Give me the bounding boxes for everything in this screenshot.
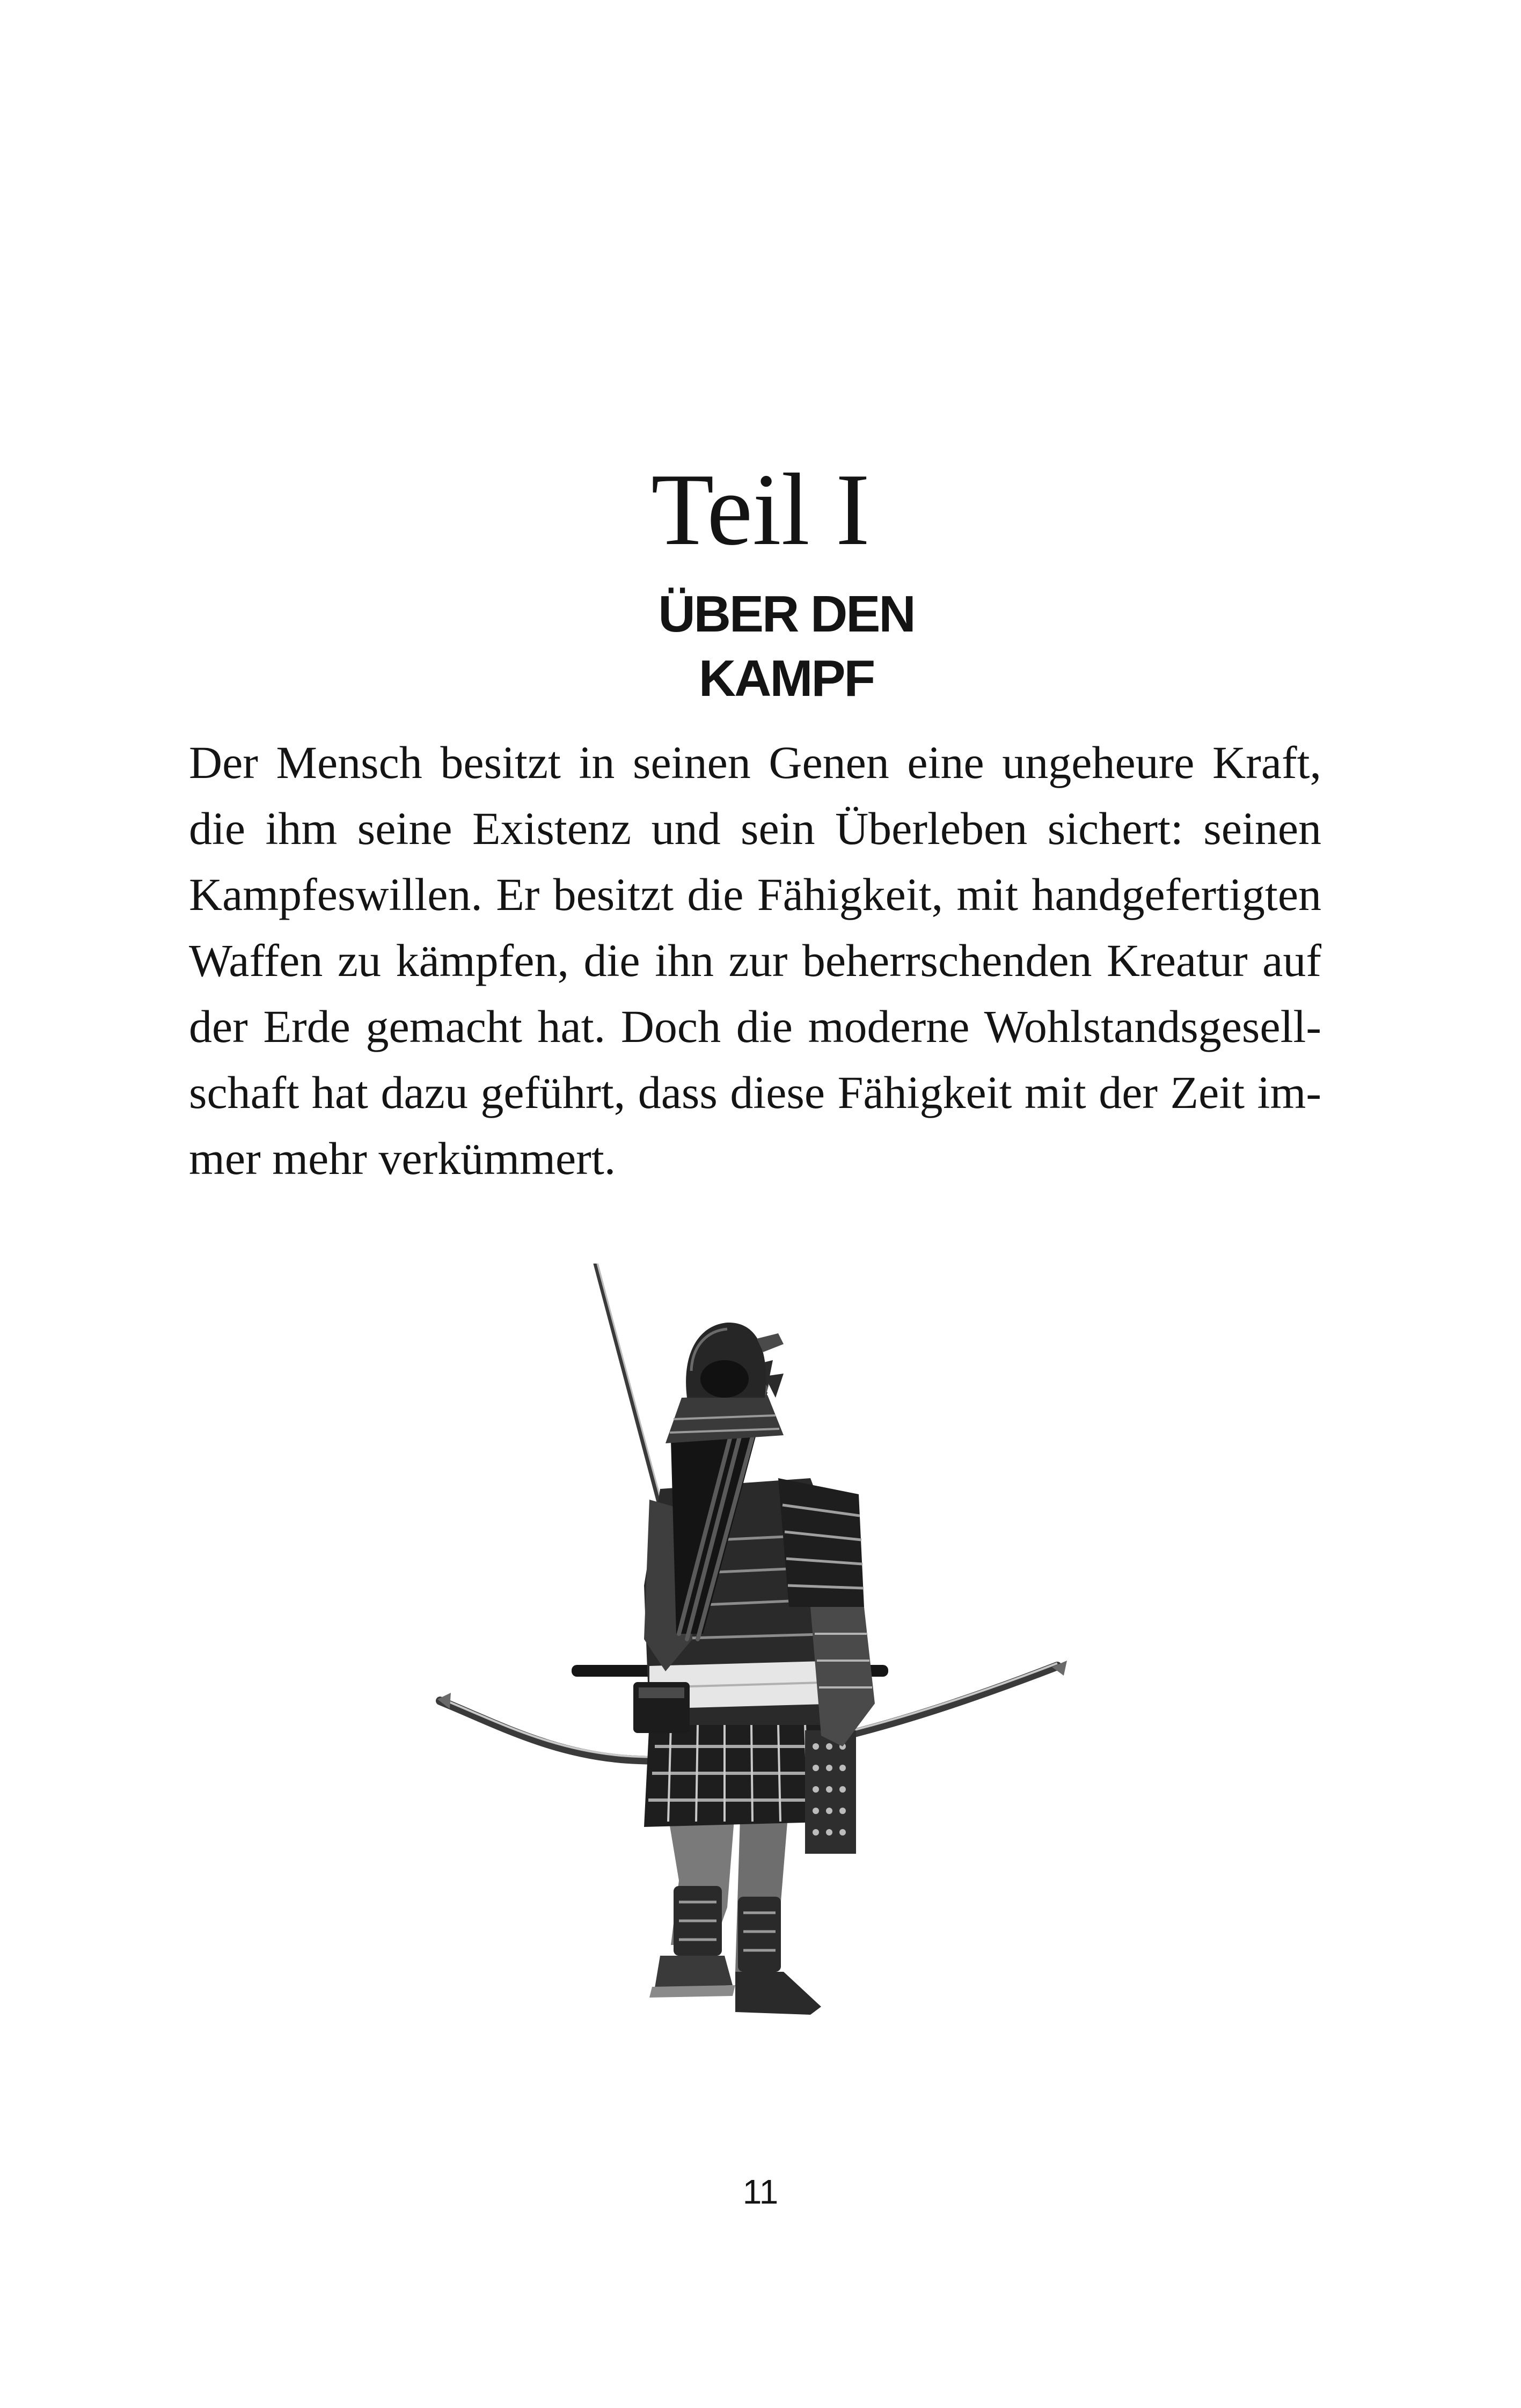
body-line: mer mehr verkümmert. [189, 1133, 616, 1184]
body-line: der Erde gemacht hat. Doch die moderne Wohlstandsgesell- [189, 1001, 1321, 1052]
body-line: Waffen zu kämpfen, die ihn zur beherrschenden Kreatur auf [189, 935, 1321, 986]
body-paragraph [189, 730, 1321, 1192]
samurai-archer-illustration [435, 1264, 1068, 2058]
body-line: die ihm seine Existenz und sein Überleben sichert: seinen [189, 803, 1321, 854]
body-line: Kampfeswillen. Er besitzt die Fähigkeit, mit handgefertigten [189, 869, 1321, 920]
body-line: Der Mensch besitzt in seinen Genen eine ungeheure Kraft, [189, 737, 1321, 788]
page-title: Teil I [651, 452, 870, 567]
page-number: 11 [742, 2172, 779, 2211]
body-line: schaft hat dazu geführt, dass diese Fähigkeit mit der Zeit im- [189, 1067, 1321, 1118]
front-foot [655, 1956, 733, 1988]
page-subtitle: ÜBER DEN KAMPF [658, 585, 915, 707]
back-foot [735, 1972, 821, 2015]
